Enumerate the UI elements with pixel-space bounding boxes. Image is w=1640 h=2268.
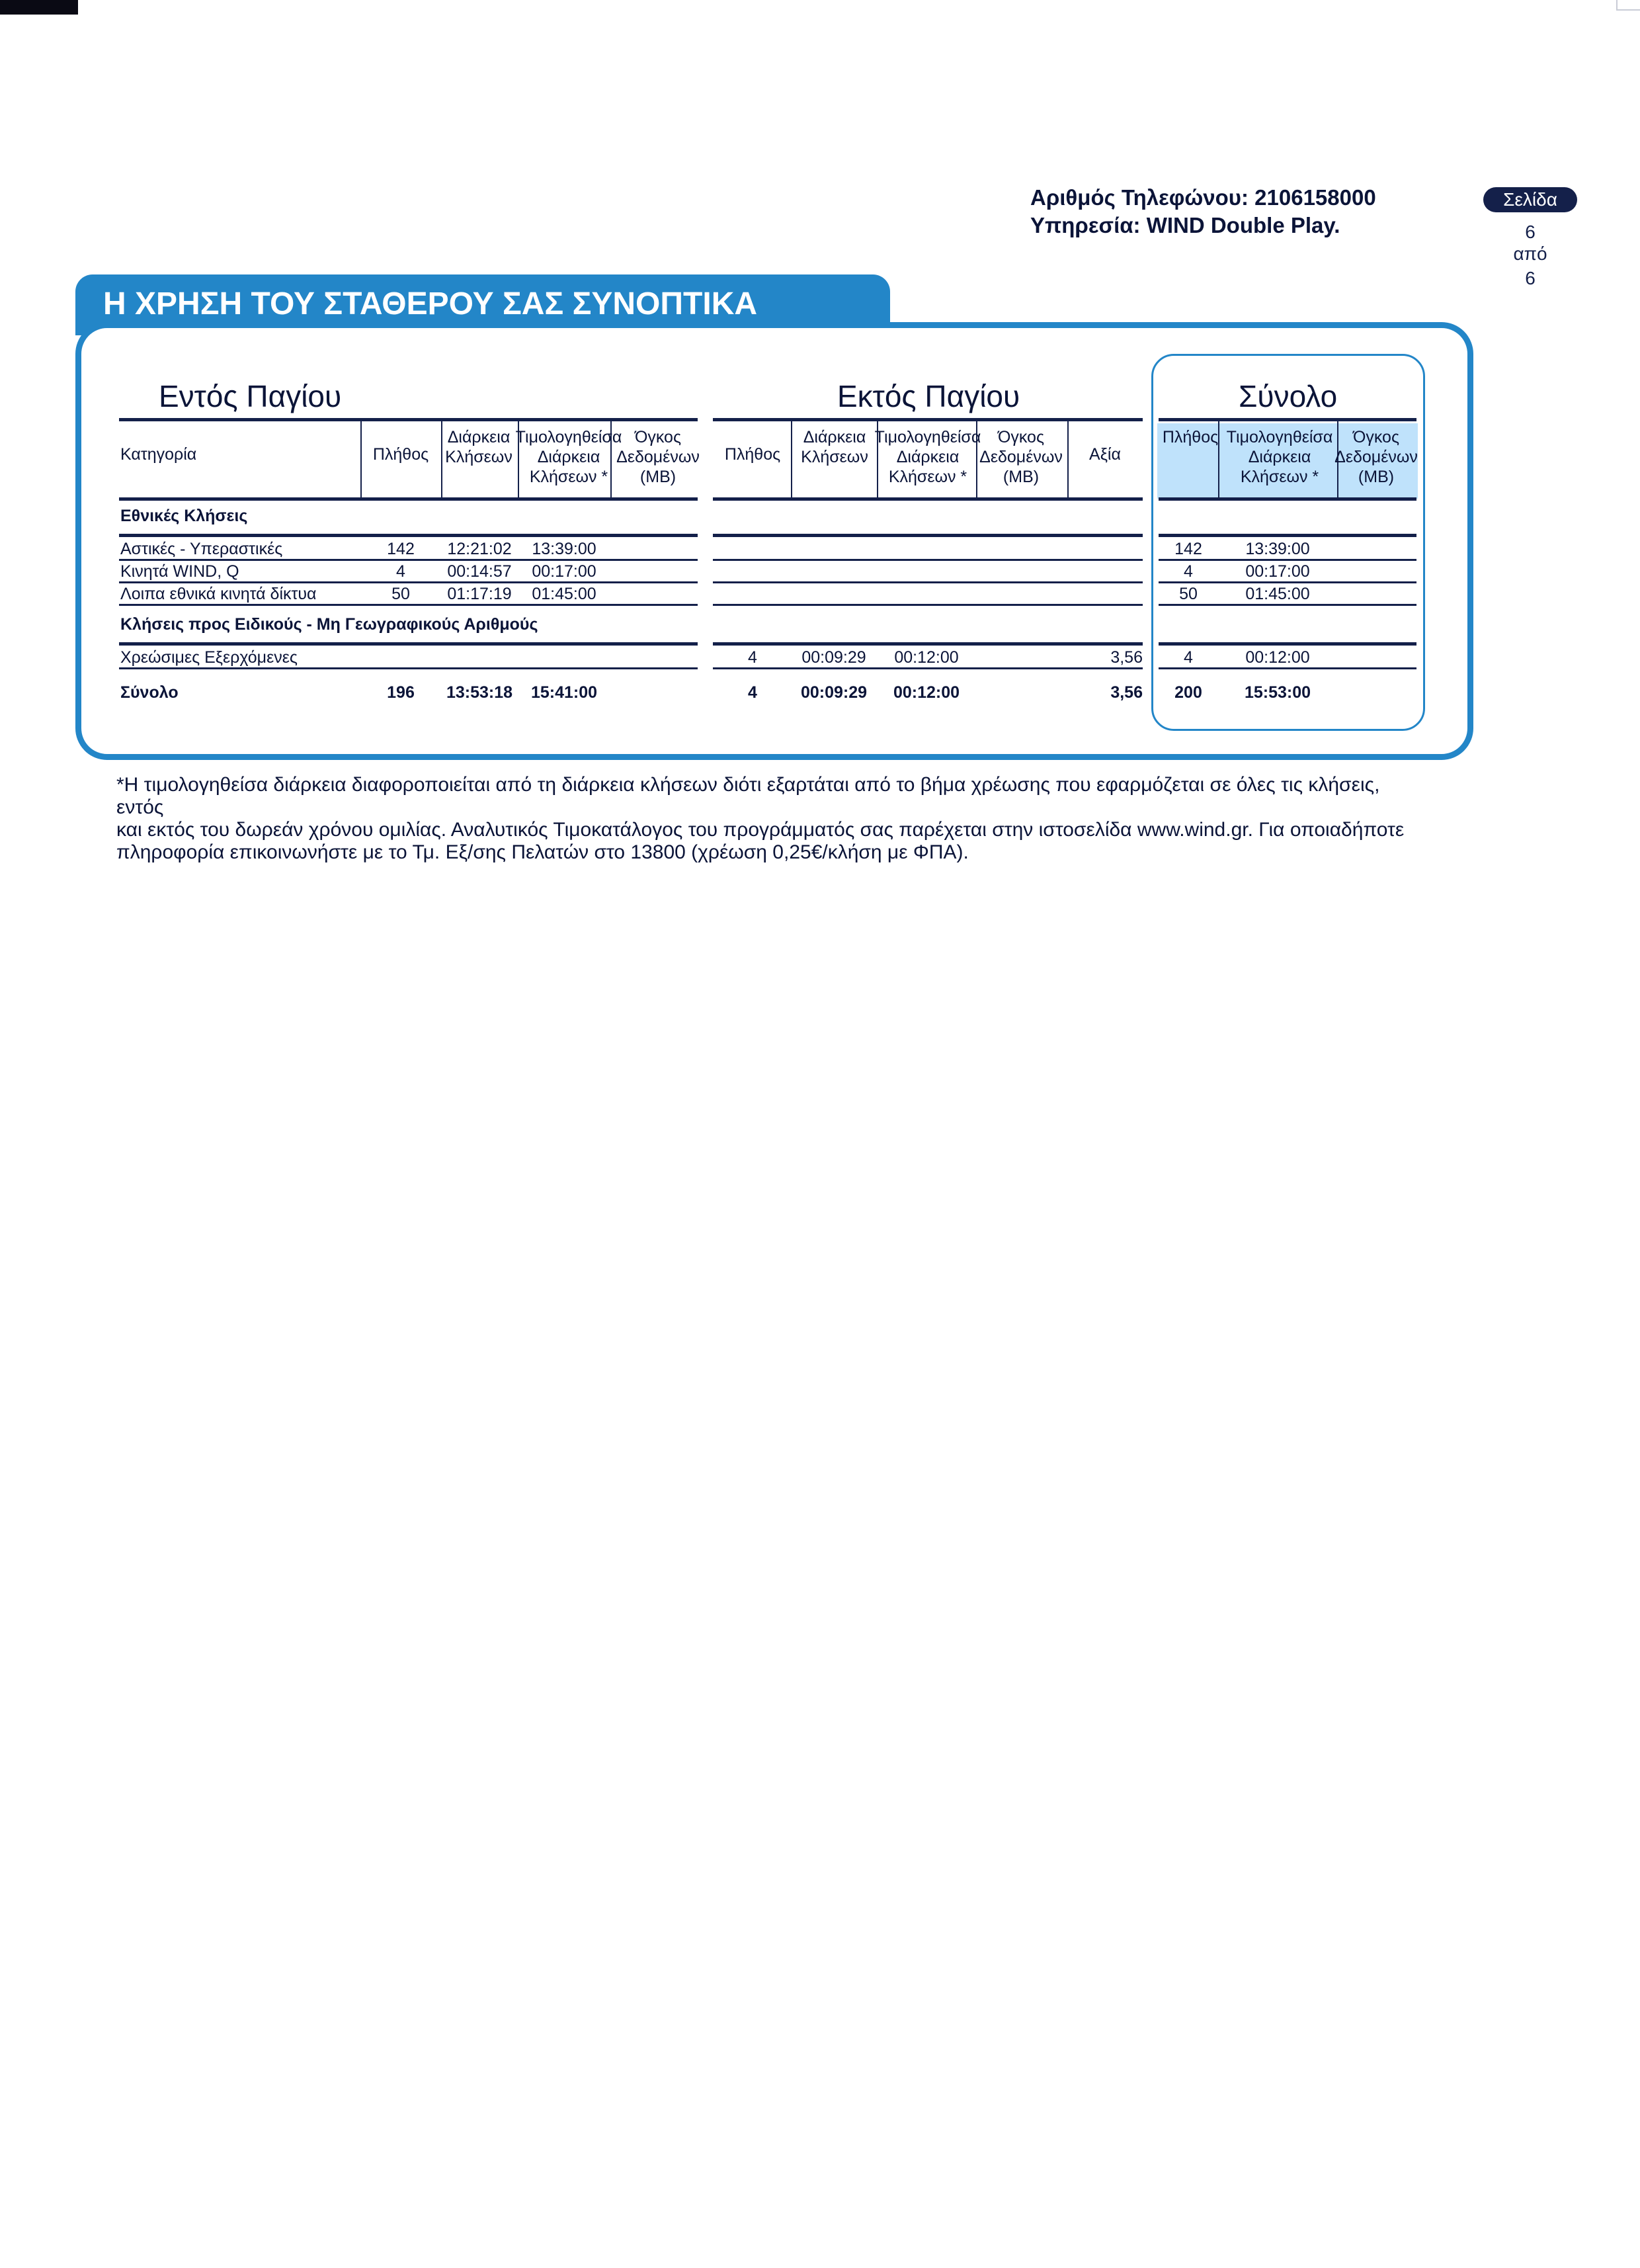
cell-tot-count: 4 (1184, 648, 1193, 667)
total-out-value: 3,56 (1110, 683, 1143, 702)
table-rule (1159, 497, 1416, 501)
table-rule (713, 559, 1143, 561)
cell-tot-billed: 00:12:00 (1245, 648, 1310, 667)
column-header-billed-line: Κλήσεων * (888, 468, 967, 486)
table-rule (1159, 642, 1416, 646)
column-header-volume (1317, 427, 1436, 487)
column-header-duration-line: Κλήσεων (801, 448, 868, 466)
column-header-volume-line: Δεδομένων (979, 448, 1063, 466)
table-rule (713, 418, 1143, 421)
corner-tick (1616, 0, 1640, 11)
cell-out-value: 3,56 (1110, 648, 1143, 667)
table-rule (119, 604, 698, 606)
group-title: Κλήσεις προς Ειδικούς - Μη Γεωγραφικούς Αριθμούς (120, 615, 538, 634)
service-name: Υπηρεσία: WIND Double Play. (1030, 213, 1340, 237)
column-header-value (1046, 444, 1165, 464)
table-rule (713, 642, 1143, 646)
total-out-duration: 00:09:29 (800, 683, 868, 702)
group-title: Εθνικές Κλήσεις (120, 507, 248, 525)
section-title-entos: Εντός Παγίου (159, 379, 342, 413)
table-rule (713, 604, 1143, 606)
column-header-volume-line: Δεδομένων (616, 448, 700, 466)
footnote-line: και εκτός του δωρεάν χρόνου ομιλίας. Αναλυτικός Τιμοκατάλογος του προγράμματός σας παρέχεται στην ιστοσελίδα www.wind.gr. Για οποιαδήποτε (116, 819, 1405, 841)
column-header-volume-line: Όγκος (997, 428, 1044, 446)
cell-out-billed: 00:12:00 (894, 648, 959, 667)
column-header-billed-line: Κλήσεων * (1240, 468, 1319, 486)
table-rule (1159, 604, 1416, 606)
column-header-volume-line: (MB) (1358, 468, 1395, 486)
page-label-badge: Σελίδα (1483, 187, 1577, 212)
table-rule (119, 497, 698, 501)
cell-in-billed: 01:45:00 (532, 585, 596, 603)
column-header-billed-line: Κλήσεων * (529, 468, 608, 486)
column-header-duration-line: Κλήσεων (445, 448, 512, 466)
column-header-billed-line: Τιμολογηθείσα (1226, 428, 1333, 446)
table-rule (119, 534, 698, 537)
row-label: Αστικές - Υπεραστικές (120, 540, 283, 558)
table-rule (713, 581, 1143, 583)
column-header-billed-line: Διάρκεια (537, 448, 600, 466)
cell-out-duration: 00:09:29 (801, 648, 866, 667)
column-header-value-line: Αξία (1089, 445, 1121, 464)
column-header-billed-line: Διάρκεια (896, 448, 960, 466)
table-rule (1159, 667, 1416, 669)
total-in-billed: 15:41:00 (530, 683, 598, 702)
cell-tot-count: 50 (1179, 585, 1198, 603)
page-total: 6 (1525, 268, 1536, 288)
total-label: Σύνολο (120, 683, 179, 702)
row-label: Λοιπα εθνικά κινητά δίκτυα (120, 585, 317, 603)
table-rule (1159, 581, 1416, 583)
column-header-category: Κατηγορία (120, 445, 197, 464)
column-header-duration-line: Διάρκεια (447, 428, 511, 446)
total-out-billed: 00:12:00 (893, 683, 960, 702)
page-title: Η ΧΡΗΣΗ ΤΟΥ ΣΤΑΘΕΡΟΥ ΣΑΣ ΣΥΝΟΠΤΙΚΑ (103, 286, 758, 321)
column-header-duration-line: Διάρκεια (803, 428, 866, 446)
table-rule (713, 667, 1143, 669)
table-rule (119, 581, 698, 583)
total-out-count: 4 (748, 683, 757, 702)
cell-out-count: 4 (748, 648, 757, 667)
table-rule (1159, 559, 1416, 561)
total-tot-billed: 15:53:00 (1244, 683, 1311, 702)
cell-in-duration: 12:21:02 (447, 540, 512, 558)
cell-tot-billed: 13:39:00 (1245, 540, 1310, 558)
cell-in-count: 142 (387, 540, 415, 558)
table-rule (119, 667, 698, 669)
cell-tot-billed: 01:45:00 (1245, 585, 1310, 603)
column-header-count-line: Πλήθος (724, 445, 781, 464)
footnote-line: πληροφορία επικοινωνήστε με το Τμ. Εξ/σης Πελατών στο 13800 (χρέωση 0,25€/κλήση με ΦΠΑ). (116, 841, 969, 863)
page-of: από (1513, 243, 1547, 264)
column-header-count-line: Πλήθος (372, 445, 429, 464)
cell-in-count: 4 (396, 562, 405, 581)
section-title-ektos: Εκτός Παγίου (837, 379, 1020, 413)
cell-in-duration: 01:17:19 (447, 585, 512, 603)
cell-in-billed: 13:39:00 (532, 540, 596, 558)
column-header-volume-line: Όγκος (1352, 428, 1399, 446)
phone-number: Αριθμός Τηλεφώνου: 2106158000 (1030, 185, 1376, 210)
cell-in-count: 50 (391, 585, 410, 603)
total-in-count: 196 (387, 683, 415, 702)
cell-tot-count: 4 (1184, 562, 1193, 581)
column-header-volume-line: (MB) (1003, 468, 1040, 486)
table-rule (713, 534, 1143, 537)
table-rule (119, 559, 698, 561)
cell-tot-billed: 00:17:00 (1245, 562, 1310, 581)
total-in-duration: 13:53:18 (446, 683, 513, 702)
table-rule (713, 497, 1143, 501)
corner-mark (0, 0, 78, 15)
total-tot-count: 200 (1174, 683, 1202, 702)
row-label: Κινητά WIND, Q (120, 562, 239, 581)
column-header-count-line: Πλήθος (1162, 428, 1219, 446)
section-title-synolo: Σύνολο (1239, 379, 1338, 413)
footnote (116, 774, 1413, 864)
footnote-line: *Η τιμολογηθείσα διάρκεια διαφοροποιείται από τη διάρκεια κλήσεων διότι εξαρτάται από το βήμα χρέωσης που εφαρμόζεται σε όλες τις κλήσεις, εντός (116, 774, 1380, 818)
row-label: Χρεώσιμες Εξερχόμενες (120, 648, 298, 667)
column-header-billed-line: Τιμολογηθείσα (874, 428, 981, 446)
column-header-volume-line: Όγκος (634, 428, 681, 446)
table-rule (1159, 418, 1416, 421)
cell-in-billed: 00:17:00 (532, 562, 596, 581)
cell-tot-count: 142 (1174, 540, 1202, 558)
cell-in-duration: 00:14:57 (447, 562, 512, 581)
column-header-billed-line: Τιμολογηθείσα (515, 428, 622, 446)
table-rule (1159, 534, 1416, 537)
column-header-billed-line: Διάρκεια (1248, 448, 1311, 466)
page-current: 6 (1525, 222, 1536, 242)
column-header-volume-line: Δεδομένων (1334, 448, 1418, 466)
column-header-volume-line: (MB) (639, 468, 676, 486)
table-rule (119, 642, 698, 646)
